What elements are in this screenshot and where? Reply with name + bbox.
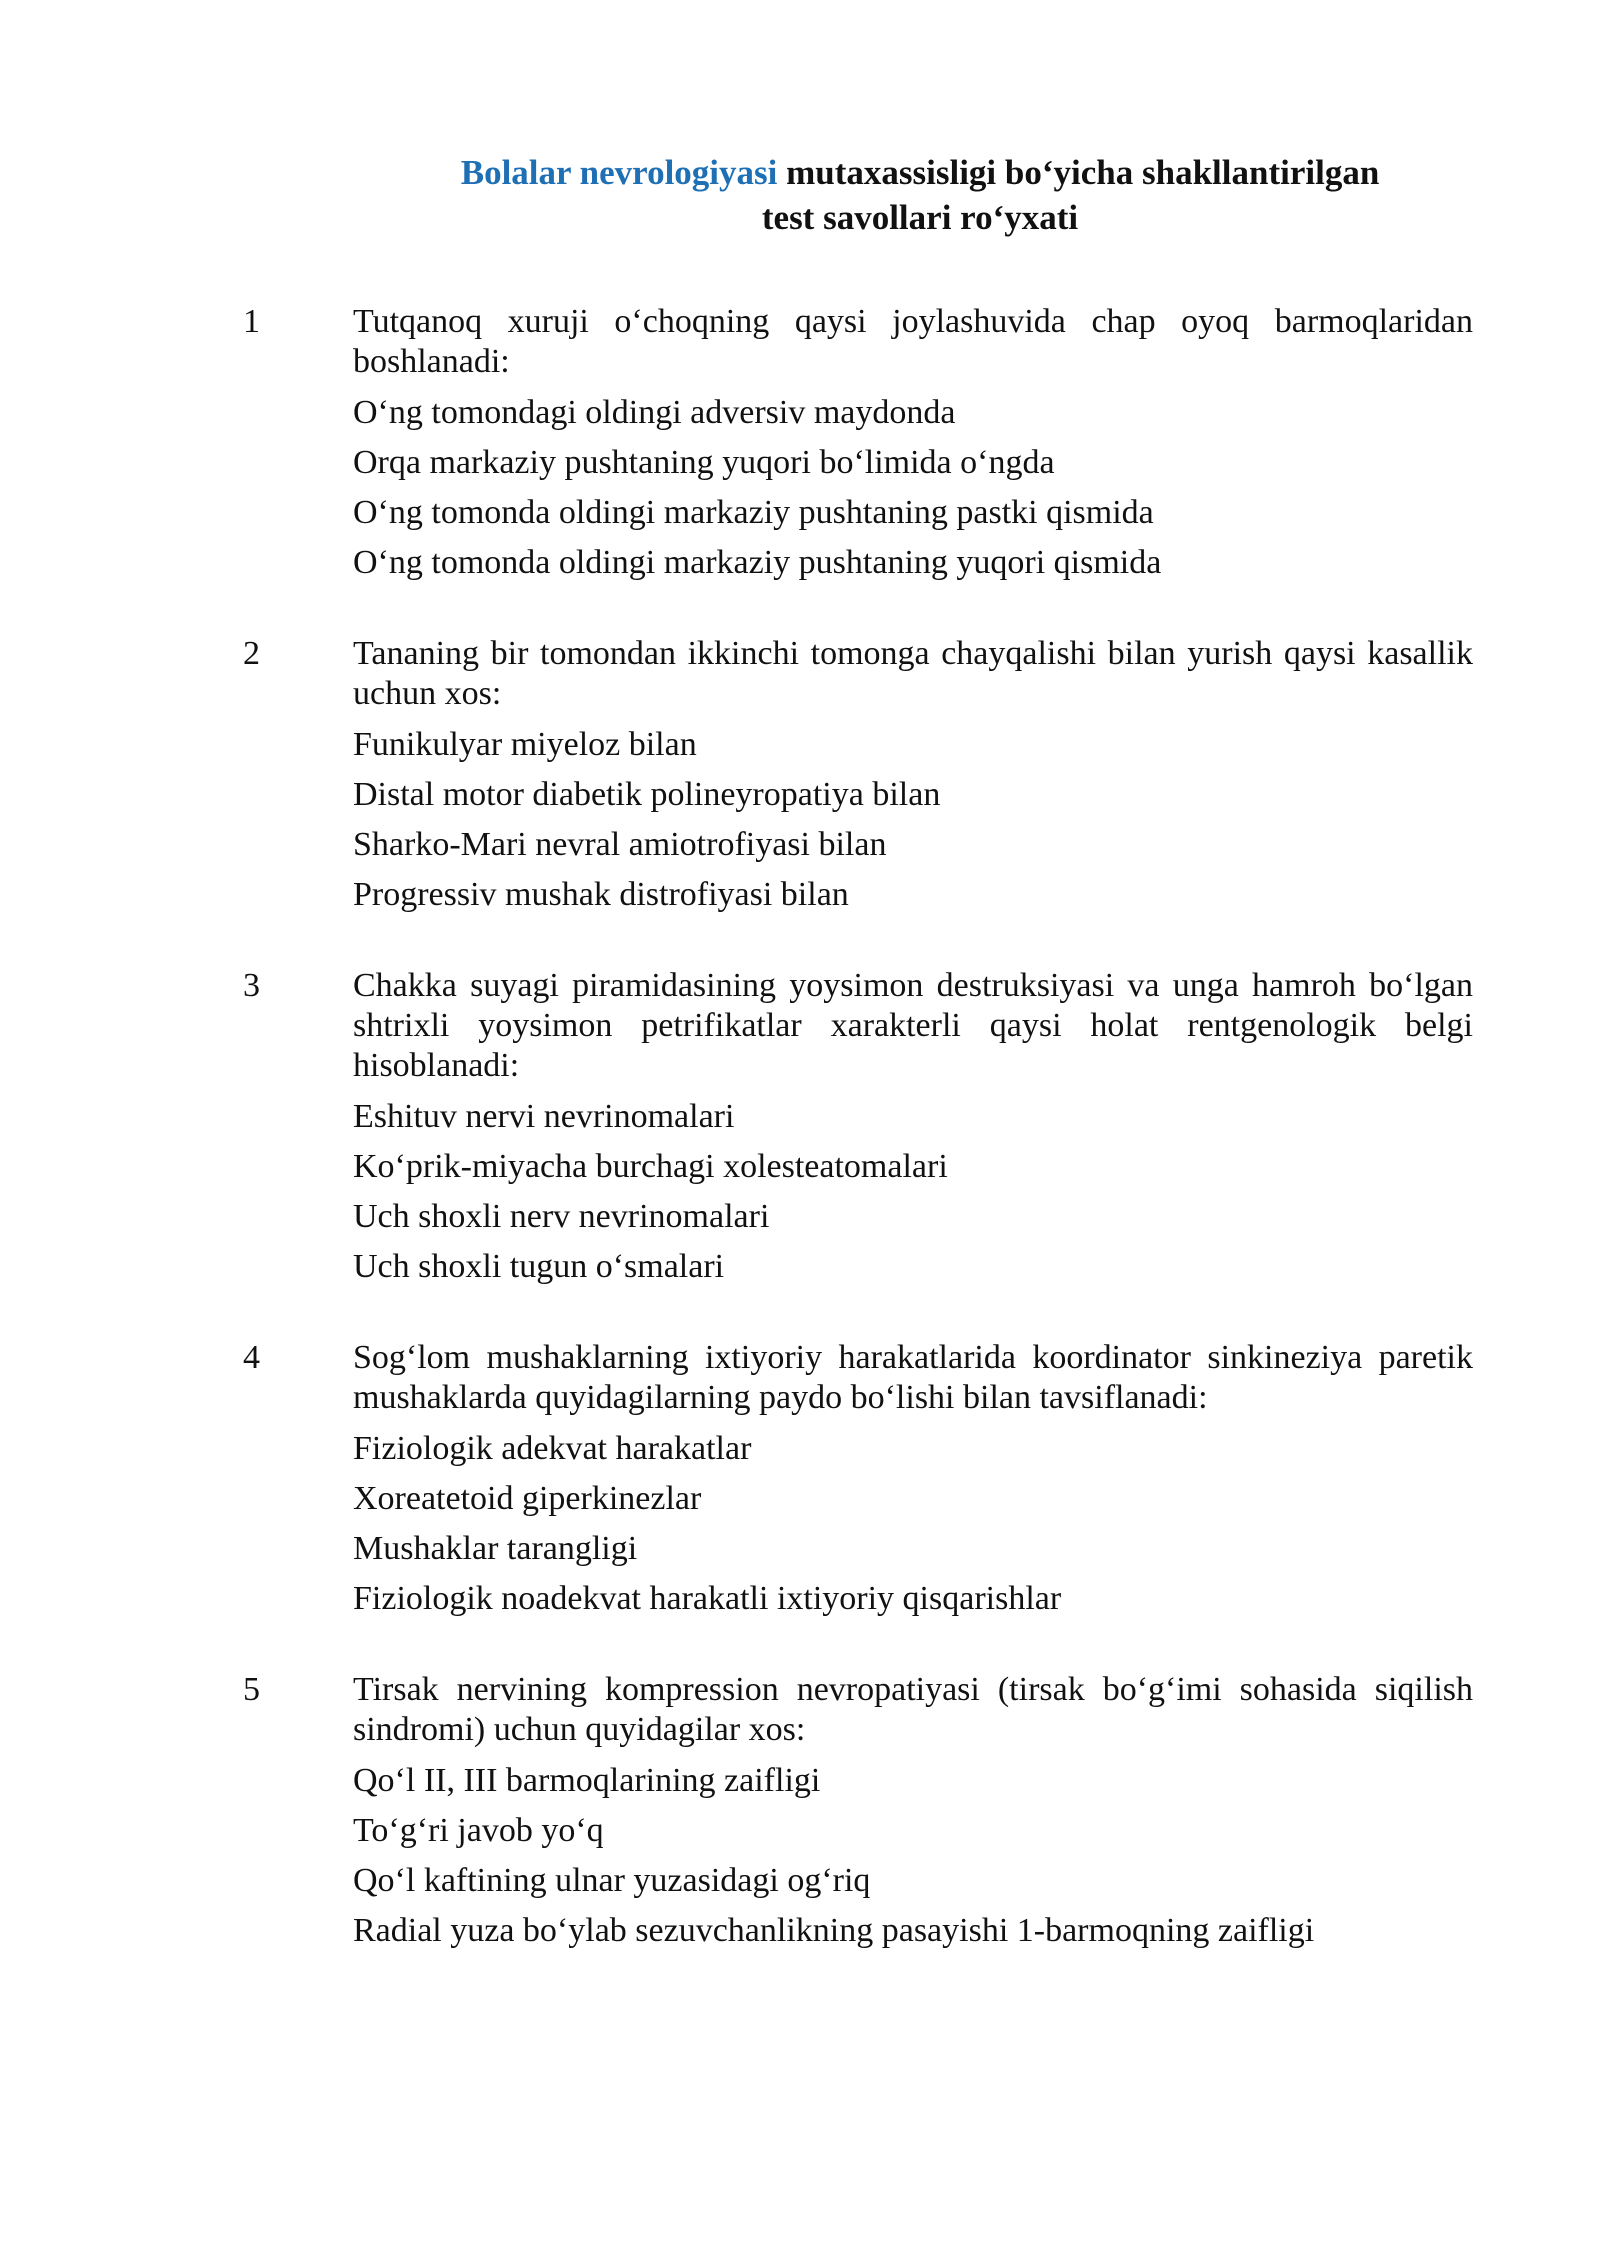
answer-options bbox=[353, 1424, 1473, 1624]
answer-option: Progressiv mushak distrofiyasi bilan bbox=[353, 876, 849, 913]
question-body bbox=[353, 1338, 1473, 1624]
answer-option: O‘ng tomonda oldingi markaziy pushtaning pastki qismida bbox=[353, 494, 1154, 531]
answer-option: Ko‘prik-miyacha burchagi xolesteatomalari bbox=[353, 1148, 948, 1185]
answer-option: Qo‘l kaftining ulnar yuzasidagi og‘riq bbox=[353, 1862, 871, 1899]
question-number: 1 bbox=[243, 303, 260, 340]
question-text: Tirsak nervining kompression nevropatiyasi (tirsak bo‘g‘imi sohasida siqilish sindromi) uchun quyidagilar xos: bbox=[353, 1671, 1473, 1748]
answer-option: Distal motor diabetik polineyropatiya bilan bbox=[353, 776, 941, 813]
question-body bbox=[353, 966, 1473, 1292]
answer-option: Radial yuza bo‘ylab sezuvchanlikning pasayishi 1-barmoqning zaifligi bbox=[353, 1912, 1315, 1949]
question-text: Tananing bir tomondan ikkinchi tomonga chayqalishi bilan yurish qaysi kasallik uchun xos: bbox=[353, 635, 1473, 712]
question-list bbox=[243, 302, 1473, 2002]
answer-option: Orqa markaziy pushtaning yuqori bo‘limida o‘ngda bbox=[353, 444, 1055, 481]
question-body bbox=[353, 302, 1473, 588]
answer-option: Fiziologik adekvat harakatlar bbox=[353, 1430, 752, 1467]
question-number: 3 bbox=[243, 967, 260, 1004]
answer-option: Xoreatetoid giperkinezlar bbox=[353, 1480, 702, 1517]
question-text: Chakka suyagi piramidasining yoysimon destruksiyasi va unga hamroh bo‘lgan shtrixli yoysimon petrifikatlar xarakterli qaysi holat rentgenologik belgi hisoblanadi: bbox=[353, 967, 1473, 1084]
question-3 bbox=[243, 966, 1473, 1292]
answer-option: Qo‘l II, III barmoqlarining zaifligi bbox=[353, 1762, 821, 1799]
answer-options bbox=[353, 388, 1473, 588]
answer-options bbox=[353, 720, 1473, 920]
question-text: Sog‘lom mushaklarning ixtiyoriy harakatlarida koordinator sinkineziya paretik mushaklarda quyidagilarning paydo bo‘lishi bilan tavsiflanadi: bbox=[353, 1339, 1473, 1416]
document-title bbox=[260, 150, 1580, 240]
answer-option: Funikulyar miyeloz bilan bbox=[353, 726, 697, 763]
answer-option: Uch shoxli tugun o‘smalari bbox=[353, 1248, 725, 1285]
question-5 bbox=[243, 1670, 1473, 1956]
answer-option: O‘ng tomonda oldingi markaziy pushtaning yuqori qismida bbox=[353, 544, 1162, 581]
title-specialty: Bolalar nevrologiyasi bbox=[460, 153, 778, 192]
question-1 bbox=[243, 302, 1473, 588]
question-4 bbox=[243, 1338, 1473, 1624]
answer-option: Mushaklar tarangligi bbox=[353, 1530, 638, 1567]
answer-option: Fiziologik noadekvat harakatli ixtiyoriy qisqarishlar bbox=[353, 1580, 1062, 1617]
question-number: 2 bbox=[243, 635, 260, 672]
question-number: 4 bbox=[243, 1339, 260, 1376]
question-text: Tutqanoq xuruji o‘choqning qaysi joylashuvida chap oyoq barmoqlaridan boshlanadi: bbox=[353, 303, 1473, 380]
answer-option: Uch shoxli nerv nevrinomalari bbox=[353, 1198, 770, 1235]
answer-option: To‘g‘ri javob yo‘q bbox=[353, 1812, 604, 1849]
answer-option: Sharko-Mari nevral amiotrofiyasi bilan bbox=[353, 826, 887, 863]
answer-option: Eshituv nervi nevrinomalari bbox=[353, 1098, 735, 1135]
title-line2: test savollari ro‘yxati bbox=[761, 198, 1079, 237]
title-line1-rest: mutaxassisligi bo‘yicha shakllantirilgan bbox=[777, 153, 1380, 192]
question-body bbox=[353, 1670, 1473, 1956]
answer-options bbox=[353, 1756, 1473, 1956]
answer-option: O‘ng tomondagi oldingi adversiv maydonda bbox=[353, 394, 956, 431]
question-2 bbox=[243, 634, 1473, 920]
question-number: 5 bbox=[243, 1671, 260, 1708]
answer-options bbox=[353, 1092, 1473, 1292]
question-body bbox=[353, 634, 1473, 920]
